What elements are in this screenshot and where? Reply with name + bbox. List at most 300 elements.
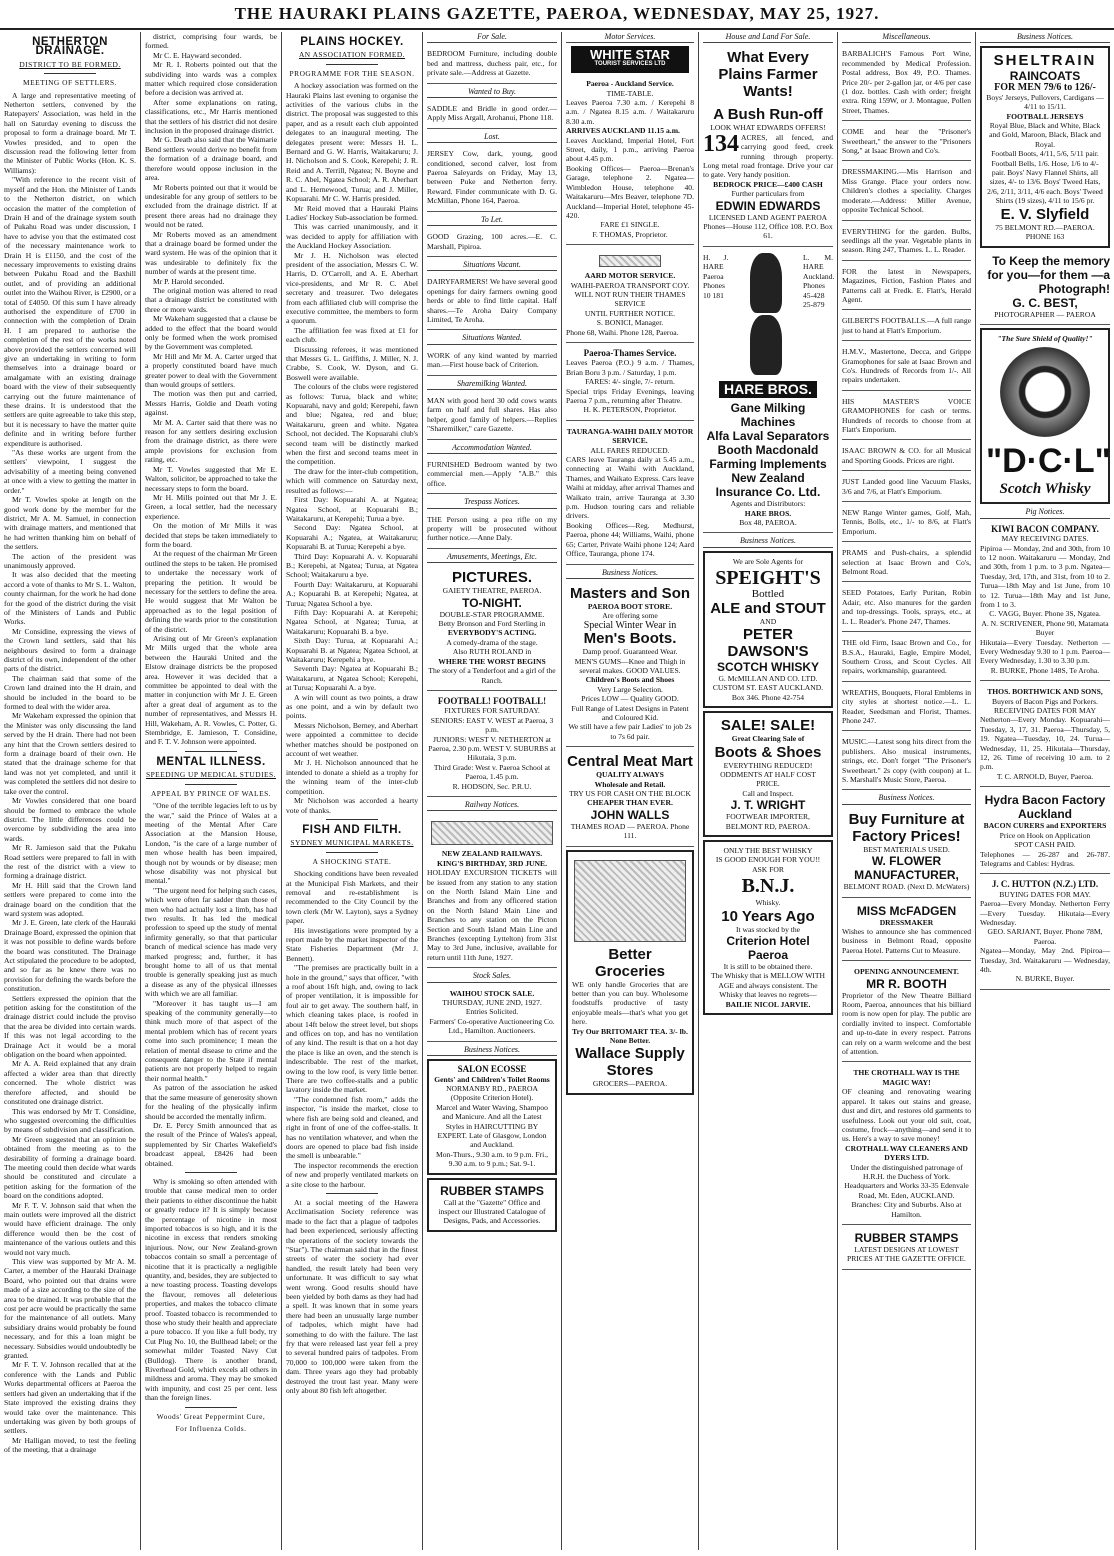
ad-text: LOOK WHAT EDWARDS OFFERS! [710,123,826,133]
misc-ad: MUSIC.—Latest song hits direct from the publishers. Also musical instruments, strings, etc. Don't forget "The Prisoner's Sweetheart." 2s copy (with coupon) at L. S. Marshall's Music Store, Paeroa. [842,734,971,790]
paragraph: "With reference to the recent visit of myself and the Hon. the Minister of Lands to the Netherton district, on which occasion the matter of the completion of Drain H and of the drainage system south of Pukahu Road was under discussion, I have to advise you that the estimated cost of the necessary maintenance work to Drain H is £1150, and the cost of the necessary improvements to existing drains between Pukahu Road and the Baxhill outlet, and of providing an additional outlet into the Waihou River, is £2900, or a total of £4050. Of this sum I have already authorised the expenditure of £700 in connection with the completion of Drain H. I am prepared to authorise the completion of the rest of the works noted above provided the settlers concerned will give an undertaking in writing to form themselves into a drainage board or amalgamate with an existing drainage board with the view of their subsequently carrying out the future maintenance of these drains. It is understood that the settlers are quite agreeable to take this step, but it is necessary to have the matter quite definite and in writing before further expenditure is authorised. [4,175,136,448]
paragraph: "The urgent need for helping such cases, which were often far sadder than those of men who had actually lost a limb, has had two results. It has led the medical profession to speed up the study of mental infirmity generally, so that that particular branch of medical science has made very marked progress; and, further, it has brought home to all of us that mental trouble is generally speaking just as much a disease as any of the physical illnesses with which we are all familiar. [145,885,277,999]
ad-heading: J. T. WRIGHT [730,798,806,813]
ad-heading: SALON ECOSSE [457,1064,527,1075]
ad-text: BELMONT ROAD. (Next D. McWaters) [843,882,970,892]
ad-text: BEDROOM Furniture, including double bed and mattress, duchess pair, etc., for private sale.—Address at Gazette. [427,49,557,78]
ad-text: DRESSMAKER [879,917,934,927]
ad-text: R. BURKE, Phone 148S, Te Aroha. [990,665,1100,675]
column-farm-ads [698,32,837,1550]
ad-text: Third Grade: West v. Paeroa School at Paeroa, 1.45 p.m. [433,762,551,782]
article-subtitle: SPEEDING UP MEDICAL STUDIES. [145,770,277,780]
misc-ad: WREATHS, Bouquets, Floral Emblems in city styles at shortest notice.—L. L. Reader, Seedsman and Florist, Thames. Phone 247. [842,685,971,732]
ad-text: Pipiroa — Monday, 2nd and 30th, from 10 to 12 noon. Waitakaruru — Monday, 2nd and 30th, from 1 p.m. to 3 p.m. Ngatea— Tuesday, 3rd, 17th, and 31st, from 10 to 2. Turua—18th May and 1st June, from 10 to 12. Turua—18th May and 1st June, from 1 to 3. [980,543,1110,609]
footer-line: Woods' Great Peppermint Cure, [156,1411,266,1421]
article-subtitle: A SHOCKING STATE. [312,856,392,866]
speights-ad [703,551,833,708]
ad-text: FOR MEN 79/6 to 126/- [994,82,1096,94]
section-label: For Sale. [427,32,557,43]
paragraph: It was also decided that the meeting accord a vote of thanks to Mr S. L. Walton, county chairman, for the work he had done for the good of the district during the visit of the Ministers of Lands and Public Works. [4,570,136,627]
ad-text: Prices LOW — Quality GOOD. [581,694,679,704]
ad-text: We still have a few pair Ladies' to job 2s to 7s 6d pair. [568,722,692,741]
ad-text: F. THOMAS, Proprietor. [592,229,668,239]
ad-text: EVERYBODY'S ACTING. [447,628,537,638]
ad-text: Children's Boots and Shoes [585,675,675,685]
grocer-illustration [574,860,686,942]
classified-ad [427,146,557,211]
paragraph: The action of the president was unanimously approved. [4,551,136,570]
paragraph: Mr C. E. Hayward seconded. [153,50,242,60]
ad-text: DAIRYFARMERS! We have several good openings for dairy farmers owning good herds or able to find little capital. Half shares.—Te Aroha Dairy Company Limited, Te Aroha. [427,277,557,324]
ad-text: FARES: 4/- single, 7/- return. [585,377,675,387]
ad-text: The story of a Tenderfoot and a girl of the Ranch. [428,666,556,685]
paragraph: Shocking conditions have been revealed at the Municipal Fish Markets, and their removal and re-establishment is recommended to the City Council by the town clerk (Mr W. Layton), says a Sydney paper. [286,869,418,926]
section-label: Miscellaneous. [842,32,971,43]
misc-ad: ISAAC BROWN & CO. for all Musical and Sporting Goods. Prices are right. [842,443,971,471]
ad-text: DOUBLE-STAR PROGRAMME. [439,609,545,619]
ad-heading: Buy Furniture at Factory Prices! [848,810,965,845]
ad-heading: TO-NIGHT. [462,595,522,610]
ad-text: MAN with good herd 30 odd cows wants farm on half and full shares. Has also helper, good family of helpers.—Replies "Sharemilker," care Gazette. [427,395,557,434]
paragraph: First Day: Kopuarahi A. at Ngatea; Ngatea School, at Kopuarahi B.; Waitakaruru, at Kerepehi; Turua a bye. [286,495,418,523]
ad-text: Call and Inspect. [742,788,794,798]
section-label: Motor Services. [566,32,694,43]
ad-heading: KIWI BACON COMPANY. [991,523,1099,534]
cinema-ad [427,566,557,691]
railway-ad [427,814,557,968]
footer-line: For Influenza Colds. [175,1424,247,1434]
ad-heading: PETER DAWSON'S [727,625,809,660]
rabbit-icon [750,253,782,313]
ad-text: "The Sure Shield of Quality!" [997,333,1093,343]
ad-text: TIME-TABLE. [606,88,654,98]
section-label: Accommodation Wanted. [427,443,557,454]
paragraph: Fourth Day: Waitakaruru, at Kopuarahi A.; Kopuarahi B. at Kerepehi; Ngatea, at Turua; Ngatea School a bye. [286,579,418,608]
ad-heading: J. C. HUTTON (N.Z.) LTD. [991,879,1099,890]
paragraph: Arising out of Mr Green's explanation Mr Mills urged that the whole area between the Hauraki United and the Elstow drainage districts be the proposed area. However it was decided that a committee be appointed to deal with the matter in conjunction with Mr J. E. Green after a great deal of argument as to the number of representatives, and Messrs H. Hill, Wakeham, A. R. Vowles, C. Potter, G. Stembridge, E. Jamieson, T. Considine, and F. T. V. Johnson were appointed. [145,634,277,747]
ad-text: THE Person using a pea rifle on my property will be prosecuted without further notice.—Anne Daly. [427,514,557,543]
ad-text: Leaves Auckland, Imperial Hotel, Fort Street, daily, 1 p.m., arriving Paeroa about 4.45 p.m. [566,135,694,164]
ad-text: Betty Bronson and Ford Sterling in [438,619,546,629]
paragraph: Settlers expressed the opinion that the petition asking for the constitution of the drainage district could include the proviso that the area be divided into certain wards. If this was not legal according to the Drainage Act it would be a moral obligation on the board when appointed. [4,993,136,1060]
ad-heading: Wallace Supply Stores [575,1045,685,1080]
ad-text: MEN'S GUMS—Knee and Thigh in several makes. GOOD VALUES. [574,656,686,675]
dcl-whisky-ad [980,328,1110,504]
ad-text: CARS leave Tauranga daily at 5.45 a.m., connecting at Waihi with Auckland, Thames, and Waikato Express. Cars leave Waihi at midday, after arrival Thames and Waikato train, arrive Tauranga at 3.30 p.m. Hudson touring cars and reliable drivers. [566,455,694,521]
ad-text: GOOD Grazing, 100 acres.—E. C. Marshall, Pipiroa. [427,232,557,251]
paragraph: As patron of the association he asked that the same measure of generosity shown for the healing of the physically infirm should be accorded the mentally infirm. [145,1083,277,1121]
ad-text: Full Range of Latest Designs in Patent and Coloured Kid. [571,703,689,722]
ad-heading: "D·C·L" [986,442,1111,481]
salon-ad [427,1059,557,1174]
column-mental-illness [140,32,281,1550]
article-subtitle: APPEAL BY PRINCE OF WALES. [150,788,272,798]
ad-text: Phones—House 112, Office 108. P.O. Box 61. [703,222,833,241]
ad-text: Royal Blue, Black and White, Black and Gold, Maroon, Black, Black and Royal. [989,121,1101,149]
section-label: Wanted to Buy. [427,87,557,98]
ad-heading: What Every Plains Farmer Wants! [718,49,818,101]
section-label: Business Notices. [427,1045,557,1056]
misc-ad: JUST Landed good line Vacuum Flasks, 3/6 and 7/6, at Flatt's Emporium. [842,474,971,502]
ad-heading: THOS. BORTHWICK AND SONS, [987,687,1103,697]
ad-text: WAIHI-PAEROA TRANSPORT COY. [570,280,690,290]
ad-heading: W. FLOWER MANUFACTURER, [854,854,959,883]
misc-ad: H.M.V., Mastertone, Decca, and Grippe Gramophones for sale at Isaac Brown and Co's. Hundreds of Records from 1/-. All repairs undertaken. [842,344,971,391]
ad-text: Bottled [751,588,785,601]
ad-heading: B.N.J. [741,875,795,898]
ad-heading: RAINCOATS [1009,69,1081,84]
ad-heading: OPENING ANNOUNCEMENT. [854,967,959,977]
paragraph: "Moreover it has taught us—I am speaking of the community generally—to think much more of that aspect of the mental problem which has of recent years come into such prominence; I mean the relation of mental disease to crime and the consequent danger to the State if mental patients are not properly helped to regain their normal health." [145,998,277,1083]
paragraph: "The condemned fish room," adds the inspector, "is inside the market, close to where fish are being sold and cleaned, and right in front of one of the coffee-stalls. It has no ventilation whatever, and when the doors are opened to place bad fish inside the smell is unbearable." [286,1094,418,1161]
paragraph: Mr Wakeham suggested that a clause be added to the effect that the board would only be formed when the work promised by the Government was completed. [145,314,277,352]
meat-mart-ad [566,750,694,846]
ad-text: FOOTWEAR IMPORTER, BELMONT RD, PAEROA. [725,812,811,831]
paragraph: Seventh Day: Ngatea at Kopuarahi B.; Waitakaruru, at Ngatea School; Kerepehi, at Turua; Kopuarahi A. a bye. [286,664,418,693]
paragraph: The colours of the clubs were registered as follows: Turua, black and white; Kopuarahi, navy and gold; Kerepehi, fawn and blue; Ngatea, red and blue; Waitakaruru, green and white. Ngatea School, not decided. The Kopuarahi club's second team will be distinctly marked when the first and second teams meet in the competition. [286,382,418,467]
whisky-ad [703,840,833,1015]
ad-text: OF cleaning and renovating wearing apparel. It takes out stains and grease, dust and dirt, and restores old garments to usefulness. Look out your old suit, coat, costume, frock—anything—and send it to us. Here's a way to save money! [842,1087,971,1144]
ad-text: Also RUTH ROLAND in [452,647,532,657]
paragraph: The affiliation fee was fixed at £1 for each club. [286,325,418,345]
ad-text: Special Winter Wear in [583,619,677,631]
ad-text: HARE BROS. [744,508,792,518]
ad-heading: Masters and Son [569,584,691,602]
article-title: NETHERTON DRAINAGE. [32,36,108,58]
section-label: Situations Wanted. [427,333,557,344]
paragraph: Mr J. H. Nicholson announced that he intended to donate a shield as a trophy for the winning team of the inter-club competition. [286,758,418,796]
ad-text: The Whisky that is MELLOW WITH AGE and always consistent. The Whisky that leaves no regrets— [710,971,826,1000]
ad-heading: Paeroa - Auckland Service. [586,79,674,89]
section-label: Business Notices. [980,32,1110,43]
borthwick-ad [980,684,1110,787]
grocery-ad [566,850,694,1095]
ad-heading: MISS McFADGEN [856,903,957,918]
paragraph: Mr F. T. V. Johnson said that when the main outlets were improved all the district would have efficient drainage. The only difference would then be the cost of maintenance of the various outlets and this would not vary much. [4,1200,136,1257]
ad-text: Booking Offices— Paeroa—Brenan's Garage, telephone 2. Ngatea—Wimbledon House, telephone 40. Waitakaruru—Mrs Beaver, telephone 7D. Auckland—Imperial Hotel, telephone 45-420. [566,163,694,220]
ad-heading: WAIHOU STOCK SALE. [449,988,535,998]
ad-text: SADDLE and Bridle in good order.—Apply Miss Argall, Arohanui, Phone 118. [427,104,557,123]
raincoat-ad [980,46,1110,247]
ad-text: BAILIE NICOL JARVIE. [725,999,811,1009]
ad-heading: AARD MOTOR SERVICE. [584,271,676,281]
ad-text: THURSDAY, JUNE 2ND, 1927. [442,998,542,1008]
ad-text: Hikutaia—Every Tuesday. Netherton — Every Wednesday 9.30 to 1 p.m. Paeroa—Every Wednesday, 1.30 to 3.30 p.m. [980,637,1110,666]
ad-text: A comedy-drama of the stage. [446,637,538,647]
ad-text: Buyers of Bacon Pigs and Porkers. [992,696,1098,706]
paragraph: Mr Green suggested that an opinion be obtained from the meeting as to the desirability of forming a drainage board. The meeting could then decide what wards should be constituted and circulate a petition asking for the formation of the board on the conditions adopted. [4,1134,136,1201]
ad-text: WE only handle Groceries that are better than you can buy. Wholesome foodstuffs productive of tasty enjoyable meals—that's what you get here. [572,979,688,1027]
paragraph: Mr P. Harold seconded. [153,276,225,286]
ad-text: JUNIORS: WEST V. NETHERTON at Paeroa, 2.30 p.m. WEST V. SUBURBS at Hikutaia, 3 p.m. [428,734,556,763]
column-miscellaneous [837,32,975,1550]
misc-ad: THE old Firm, Isaac Brown and Co., for B.S.A., Hauraki, Eagle, Empire Model, Southern Cross, and Scout Cycles. All repairs, workmanship, guaranteed. [842,635,971,682]
billiard-ad [842,964,971,1062]
classified-ad [427,348,557,376]
ad-text: Entries Solicited. [465,1007,519,1017]
misc-ad: NEW Range Winter games, Golf, Mah, Tennis, Bolls, etc., 1/- to 8/6, at Flatt's Emporium. [842,505,971,542]
paragraph: Mr G. Death also said that the Waimarie Bend settlers would derive no benefit from the formation of a drainage board, and therefore would oppose inclusion in the area. [145,135,277,183]
paragraph: Mr Reid moved that a Hauraki Plains Ladies' Hockey Sub-association be formed. [286,203,418,222]
paragraph: "As these works are urgent from the settlers' viewpoint, I suggest the advisability of a meeting being convened at once with a view to getting the matter in order." [4,448,136,495]
paragraph: The original motion was altered to read that a drainage district be constituted with three or more wards. [145,285,277,314]
paragraph: Mr Wakeham expressed the opinion that the Minister was only discussing the land served by the H drain. There had not been any hint that the Crown settlers desired to form a drainage board of their own. He stated that the drainage scheme for that land was not yet completed, and until it was completed the settlers did not desire to take over the control. [4,711,136,796]
classified-ad [427,512,557,549]
ad-text: EVERYTHING REDUCED! [723,760,813,770]
article-subtitle: AN ASSOCIATION FORMED. [298,50,406,60]
misc-ad: PRAMS and Push-chairs, a splendid selection at Isaac Brown and Co's, Belmont Road. [842,545,971,582]
shield-crest-icon [1000,347,1090,437]
misc-ad: GILBERT'S FOOTBALLS.—A full range just to hand at Flatt's Emporium. [842,313,971,341]
section-label: Lost. [427,132,557,143]
ad-heading: FOOTBALL! FOOTBALL! [437,695,547,706]
ad-text: Very Large Selection. [597,684,663,694]
ad-text: Box 48, PAEROA. [739,517,797,527]
ad-heading: ALE and STOUT [710,599,826,617]
ad-heading: Paeroa-Thames Service. [583,347,677,358]
article-title: PLAINS HOCKEY. [300,36,404,48]
ad-text: MAY RECEIVING DATES. [1001,534,1089,544]
paragraph: Mr M. A. Carter said that there was no reason for any settlers desiring exclusion from the drainage district, as there were ample provisions for exclusion from rating, etc. [145,417,277,465]
paragraph: The chairman said that some of the Crown land drained into the H drain, and should be included in the board to be formed to deal with the wider area. [4,673,136,712]
ad-text: ALL FARES REDUCED. [590,445,670,455]
ad-text: Marcel and Water Waving, Shampoo and Manicure. And all the Latest Styles in HAIRCUTTING BY EXPERT. Late of Glasgow, London and Auckland. [436,1102,548,1150]
ad-text: Damp proof. Guaranteed Wear. [582,647,678,657]
ad-text: LICENSED LAND AGENT PAEROA [708,212,828,222]
ad-heading: Men's Boots. [583,630,677,648]
paragraph: The motion was then put and carried, Messrs Harris, Goldie and Death voting against. [145,389,277,418]
bus-timetable-ad [566,76,694,245]
ad-heading: To Keep the memory for you—for them —a Photograph! [987,253,1110,296]
ad-text: Ngatea—Monday, May 2nd. Pipiroa—Tuesday, 3rd. Waitakaruru — Wednesday, 4th. [980,946,1110,974]
ad-text: Special trips Friday Evenings, leaving Paeroa 7 p.m., returning after Theatre. [566,386,694,405]
paragraph: "One of the terrible legacies left to us by the war," said the Prince of Wales at a meeting of the Mental After Care Association at the Mansion House, London, "is the care of a large number of men whose health has been impaired, though not by wounds or by disease; men whose disability was not physical but mental." [145,801,277,886]
paragraph: Third Day: Kopuarahi A. v. Kopuarahi B.; Kerepehi, at Ngatea; Turua, at Ngatea School; Waitakaruru a bye. [286,551,418,580]
paragraph: Messrs Nicholson, Berney, and Aberhart were appointed a committee to decide whether matches should be postponed on account of wet weather. [286,720,418,759]
ad-heading: Central Meat Mart [567,753,693,771]
paragraph: Mr Considine, expressing the views of the Crown land settlers, said that his neighbours desired to form a drainage district of its own, independent of the other parts of the district. [4,626,136,674]
ad-heading: TAURANGA-WAIHI DAILY MOTOR SERVICE. [566,426,694,446]
paragraph: Mr Vowles considered that one board should be formed to embrace the whole district. The little differences could be overcome by subdividing the area into wards. [4,796,136,843]
hare-bros-logo: HARE BROS. [719,381,817,398]
ad-heading: SCOTCH WHISKY [717,659,819,674]
ad-text: Proprietor of the New Theatre Billiard Room, Paeroa, announces that his billiard room is now open for play. The public are cordially invited to inspect. Comfortable and up-to-date in every respect. Patrons can rely on a warm welcome and the best of attention. [842,990,971,1057]
ad-text: AND [759,616,777,626]
ad-heading: Booth Macdonald Farming Implements [709,443,827,472]
article-title: MENTAL ILLNESS. [156,755,266,768]
paragraph: Mr Halligan moved, to test the feeling of the meeting, that a drainage [4,1435,136,1455]
kiwi-bacon-ad [980,522,1110,682]
ad-text: CHEAPER THAN EVER. [587,798,673,808]
paragraph: Mr J. H. Nicholson was elected president of the association, Messrs C. W. Harris, D. O'Carroll, and A. E. Aberhart vice-presidents, and Mr R. C. Abel secretary and treasurer. Two delegates from each affiliated club will comprise the executive committee, the members to form a quorum. [286,250,418,326]
ad-heading: SALE! SALE! [720,717,816,735]
section-label: Business Notices. [842,793,971,804]
boot-store-ad [566,582,694,747]
hydra-bacon-ad [980,790,1110,874]
paragraph: This view was supported by Mr A. M. Carter, a member of the Hauraki Drainage Board, who pointed out that drains were made of a size according to the size of the area to be drained. It was probable that the cost per acre would be practically the same for the maintenance of all outlets. Many subsidiary drains would probably be found necessary, and for this a loan might be necessary. Subsidies would undoubtedly be granted. [4,1257,136,1361]
ad-text: Under the distinguished patronage of H.R.H. the Duchess of York. [850,1162,963,1181]
ad-heading: Criterion Hotel Paeroa [726,934,810,963]
ad-heading: Boots & Shoes [714,743,822,761]
ad-text: Try Our BRITOMART TEA. 3/- lb. None Better. [572,1026,688,1046]
ad-text: ARRIVES AUCKLAND 11.15 a.m. [566,126,680,136]
classified-ad [427,46,557,83]
ad-text: GEO. SARJANT, Buyer. Phone 78M, Paeroa. [987,927,1103,946]
paragraph: Mr T. Vowles suggested that Mr E. Walton, solicitor, be approached to take the necessary steps to form the board. [145,464,277,493]
land-agent-ad [703,46,833,246]
section-label: Pig Notices. [980,507,1110,518]
ad-text: H. J. HARE Paeroa Phones 10 181 [703,252,729,300]
ad-text: Paeroa—Every Monday. Netherton Ferry—Every Tuesday. Hikutaia—Every Wednesday. [980,899,1110,927]
ad-text: Whisky. [755,898,781,908]
paragraph: Dr. E. Percy Smith announced that as the result of the Prince of Wales's appeal, supplemented by Sir Charles Wakefield's broadcast appeal, £8426 had been obtained. [145,1120,277,1168]
misc-ad: COME and hear the "Prisoner's Sweetheart," the answer to the "Prisoners Song," at Isaac Brown and Co's. [842,124,971,161]
ad-text: JERSEY Cow, dark, young, good conditioned, second calver, lost from Paeroa Saleyards on Friday, May 13, between Puke and Netherton ferry. Reward. Finder communicate with D. G. McMillan, Phone 164, Paeroa. [427,149,557,206]
paragraph: At a social meeting of the Hawera Acclimatisation Society reference was made to the fact that a plague of tadpoles had been experienced, seriously affecting the operations of the society towards the "Star"). The chairman said that in the finest streets of water the society had ever handled, the result lately had been very unfortunate. It was difficult to say what went wrong. Good results should have been yielded by both dams as they had had a spell. It was known that in some years there had been an unusually large number of tadpoles, which might have had something to do with the failure. The last fry that were released last year fell a prey to several hundred pairs of tadpoles. From 70,000 to 100,000 were taken from the dam. Three years ago they had probably destroyed the trout last year. Many were only about 80 fish left altogether. [286,1197,418,1396]
ad-text: R. HODSON, Sec. P.R.U. [452,781,532,791]
paragraph: This was carried unanimously, and it was decided to apply for affiliation with the Auckland Hockey Association. [286,222,418,251]
ad-text: Box 346. Phone 42-754 [731,692,805,702]
ad-text: Leaves Paeroa 7.30 a.m. / Kerepehi 8 a.m. / Ngatea 8.15 a.m. / Waitakaruru 8.30 a.m. [566,98,694,126]
section-label: Amusements, Meetings, Etc. [427,552,557,563]
section-label: Sharemilking Wanted. [427,379,557,390]
misc-ad: DRESSMAKING.—Mis Harrison and Miss Grange. Place your orders now. Children's clothes a speciality. Charges moderate.—Address: Miller Avenue, opposite Technical School. [842,164,971,220]
ad-text: GROCERS—PAEROA. [592,1079,668,1089]
ad-text: Wishes to announce she has commenced business in Belmont Road, opposite Paeroa Hotel. Patterns Cut to Measure. [842,927,971,955]
paragraph: Mr J. E. Green, late clerk of the Hauraki Drainage Board, expressed the opinion that it was not possible to define wards before the board was constituted. The Drainage Act stipulated the procedure to be adopted, and so far as he knew there was no provision for defining the wards before the constitution. [4,918,136,994]
rabbit-icon [750,315,782,375]
aard-motor-ad [566,248,694,343]
ad-text: Are offering some [602,611,658,621]
ad-text: BUYING DATES FOR MAY. [999,889,1091,899]
ad-text: Further particulars from [731,189,805,199]
white-star-logo [571,46,689,73]
ad-text: ACRES, all fenced, and carrying good feed, creek running through property. Long metal road frontage. Drive your car to gate. Very handy position. [703,132,833,180]
ad-heading: RUBBER STAMPS [440,1183,544,1198]
ad-text: WILL NOT RUN THEIR THAMES SERVICE [574,289,686,309]
ad-text: Wholesale and Retail. [594,779,666,789]
furniture-ad [842,808,971,898]
ad-text: Great Clearing Sale of [731,734,805,744]
ad-text: Farmers' Co-operative Auctioneering Co. Ltd., Hamilton. Auctioneers. [429,1016,555,1036]
stock-sale-ad [427,986,557,1042]
misc-ad: EVERYTHING for the garden. Bulbs, seedlings all the year. Vegetable plants in season. Ring 247, Thames. L. L. Reader. [842,224,971,261]
paragraph: Mr Hill and Mr M. A. Carter urged that a properly constituted board have much greater power to deal with the Government than would groups of settlers. [145,351,277,390]
paragraph: Discussing referees, it was mentioned that Messrs G. L. Griffiths, J. Miller, N. J. Crabbe, S. Cook, W. Dyson, and G. Boswell were available. [286,344,418,382]
ad-heading: JOHN WALLS [590,807,670,822]
paragraph: The inspector recommends the erection of new and properly ventilated markets on a site close to the harbour. [286,1160,418,1189]
ad-text: It was stocked by the [735,924,801,934]
ad-text: Leaves Paeroa (P.O.) 9 a.m. / Thames, Brian Boru 3 p.m. / Saturday, 1 p.m. [566,358,694,377]
article-subtitle: MEETING OF SETTLERS. [23,78,117,88]
ad-text: LATEST DESIGNS AT LOWEST PRICES AT THE GAZETTE OFFICE. [847,1244,966,1264]
section-label: To Let. [427,215,557,226]
ad-text: A. N. SCRIVENER, Phone 90, Matamata Buyer [981,618,1109,638]
ad-heading: KING'S BIRTHDAY, 3RD JUNE. [437,858,547,868]
ad-heading: E. V. Slyfield [1000,205,1090,223]
paragraph: Mr R. I. Roberts pointed out that the subdividing into wards was a complex matter which required close consideration before a decision was arrived at. [145,60,277,98]
ad-text: ODDMENTS AT HALF COST PRICE. [720,769,816,789]
article-title: FISH AND FILTH. [302,823,402,836]
paragraph: His investigations were prompted by a report made by the market inspector of the State Fisheries Department (Mr J. Bennett). [286,925,418,963]
ad-heading: New Zealand Insurance Co. Ltd. [715,471,821,500]
train-illustration [431,821,553,845]
ad-text: Headquarters and Works 33-35 Edenvale Road, Mt. Eden, AUCKLAND. [844,1181,969,1200]
paragraph: Sixth Day: Turua, at Kopuarahi A.; Kopuarahi B. at Ngatea; Ngatea School, at Waitakaruru; Kerepehi a bye. [286,636,418,664]
ad-text: IS GOOD ENOUGH FOR YOU!! [715,855,821,865]
dressmaker-ad [842,901,971,962]
section-label: Situations Vacant. [427,260,557,271]
ad-text: Football Boots, 4/11, 5/6, 5/11 pair. Football Bells, 1/6. Hose, 1/6 to 4/- pair. Boys' Navy Flannel Shirts, all sizes, 4/- to 13/6. Boys' Tweed Hats, 2/6, 2/11, 3/11, 4/6 each. Boys' Tweed Shirts (19 sizes), 4/11 to 15/6 pr. [987,149,1103,206]
paragraph: This was endorsed by Mr T. Considine, who suggested overcoming the difficulties by means of subdivision and classification. [4,1106,136,1135]
misc-ad: BARBALICH'S Famous Port Wine, recommended by Medical Profession. Postal address, Box 49, P.O. Thames. Price 20/- per 2-gallon jar, or 4/6 per case (1 doz. bottles. Cash with order; freight extra. Ring 159W, or J. Montague, Pollen Street, Thames. [842,46,971,121]
ad-heading: G. C. BEST, [1012,295,1078,310]
ad-text: Call at the "Gazette" Office and inspect our Illustrated Catalogue of Designs, Pads, and Accessories. [438,1197,546,1226]
ad-text: N. BURKE, Buyer. [1015,974,1075,984]
section-label: Business Notices. [703,536,833,547]
tauranga-waihi-ad [566,424,694,565]
ad-text: S. BONICI, Manager. [596,318,664,328]
paragraph: Fifth Day: Kopuarahi A. at Kerepehi; Ngatea School, at Ngatea; Turua, at Waitakaruru; Kopuarahi B. a bye. [286,607,418,636]
ad-text: NORMANBY RD., PAEROA (Opposite Criterion Hotel). [446,1083,538,1103]
ad-text: It is still to be obtained there. [723,962,813,972]
ad-heading: Hydra Bacon Factory Auckland [984,793,1106,822]
ad-text: FIXTURES FOR SATURDAY. [444,706,540,716]
boot-sale-ad [703,711,833,837]
paragraph: Second Day: Ngatea School, at Kopuarahi A.; Ngatea, at Waitakaruru; Kopuarahi B. at Turua; Kerepehi a bye. [286,523,418,552]
ad-text: ONLY THE BEST WHISKY [723,846,813,855]
article-subtitle: DISTRICT TO BE FORMED. [19,59,121,69]
ad-text: FARE £1 SINGLE. [600,220,660,230]
ad-text: ASK FOR [752,864,784,874]
ad-text: CROTHALL WAY CLEANERS AND DYERS LTD. [845,1143,968,1163]
column-business-notices [975,32,1114,1550]
ad-text: HOLIDAY EXCURSION TICKETS will be issued from any station to any station on the North Island Main Line and Branches and from any officered station on the North Island Main Line and Branches to any station on the Picton Section and South Island Main Line and Branches (excepting Lyttelton) from 31st May to 3rd June, inclusive, available for return until 11th June, 1927. [427,868,557,962]
ad-heading: PICTURES. [451,569,532,587]
ad-heading: MR R. BOOTH [866,976,947,991]
masthead: THE HAURAKI PLAINS GAZETTE, PAEROA, WEDNESDAY, MAY 25, 1927. [0,0,1114,30]
ad-text: UNTIL FURTHER NOTICE. [584,308,676,318]
ad-text: FOOTBALL JERSEYS [1006,111,1084,121]
ad-heading: EDWIN EDWARDS [715,198,821,213]
column-classifieds [422,32,561,1550]
ad-text: RECEIVING DATES FOR MAY [993,706,1097,716]
paragraph: A hockey association was formed on the Hauraki Plains last evening to organise the activities of the various clubs in the district. The proposal was suggested to this paper, and as a result each club appointed delegates to an inaugural meeting. The delegates present were: Messrs H. L. Bernard and G. W. Harris, Waitakaruru; J. H. Nicholson and S. Cook, Kerepehi; J. R. Reid and A. Terrill, Ngatea; N. Boyne and R. C. Abel, Ngatea School; A. R. Aberhart and L. Hernewood, Turua; and J. Miller, Kopuarahi. Mr C. W. Harris presided. [286,81,418,204]
ad-text: H. K. PETERSON, Proprietor. [583,405,677,415]
ad-heading: THE CROTHALL WAY IS THE MAGIC WAY! [853,1068,960,1087]
classified-ad [427,101,557,129]
article-subtitle: SYDNEY MUNICIPAL MARKETS. [290,838,414,848]
rubber-stamps-ad [427,1178,557,1232]
football-ad [427,694,557,797]
paragraph: Mr Nicholson was accorded a hearty vote of thanks. [286,796,418,815]
ad-text: GAIETY THEATRE, PAEROA. [442,586,542,596]
ad-heading: SPEIGHT'S [715,567,821,590]
ad-text: WORK of any kind wanted by married man.—First house back of Criterion. [427,350,557,370]
hare-bros-ad [703,250,833,533]
logo-subtext: TOURIST SERVICES LTD [594,60,666,67]
section-label: House and Land For Sale. [703,32,833,43]
ad-heading: A Bush Run-off [713,106,823,124]
ad-text: G. McMILLAN AND CO. LTD. [718,673,818,683]
ad-text: PAEROA BOOT STORE. [587,601,673,611]
ad-text: PHOTOGRAPHER — PAEROA [994,309,1096,319]
ad-text: Mon-Thurs., 9.30 a.m. to 9 p.m. Fri., 9.30 a.m. to 9 p.m.; Sat. 9-1. [435,1149,548,1169]
ad-text: SENIORS: EAST V. WEST at Paeroa, 3 p.m. [430,715,554,735]
acreage-number: 134 [703,130,739,157]
paragraph: Why is smoking so often attended with trouble that cause medical men to order their patients to either discontinue the habit or greatly reduce it? It is simply because the percentage of nicotine in most imported tobaccos is so high, and it is the nicotine in excess that renders smoking injurious. Now, our New Zealand-grown tobaccos contain so small a percentage of nicotine that it is practically a negligible quantity, and, besides, they are subjected to a new toasting process. Toasting develops the flavour, removes all deleterious properties, and makes the tobacco climate proof. Toasted tobacco is recommended to those who study their health and appreciate a pure tobacco. If you like a full body, try Cut Plug No. 10, the Bullhead label; or the somewhat milder Toasted Navy Cut (Bulldog). There is another brand, Riverhead Gold, which excels all others in mildness and aroma. They may be smoked with impunity, and cost 25 per cent. less than the foreign lines. [145,1176,277,1403]
ad-heading: NEW ZEALAND RAILWAYS. [441,849,543,859]
